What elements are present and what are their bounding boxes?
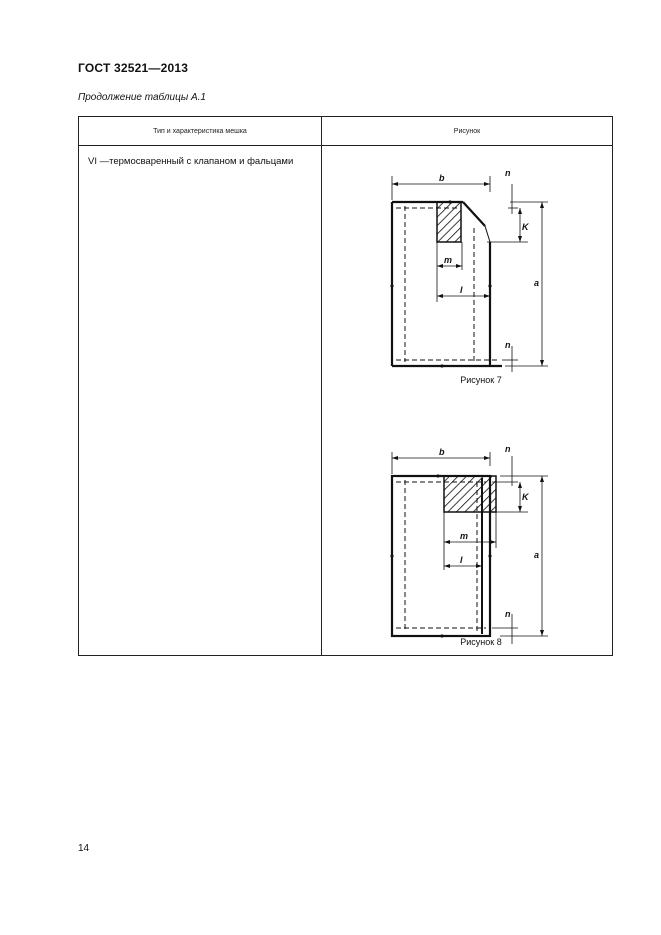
figure-7-caption: Рисунок 7 [460, 375, 502, 385]
table-row [79, 146, 613, 656]
table-continuation-caption: Продолжение таблицы А.1 [78, 92, 206, 103]
page-number: 14 [78, 843, 90, 854]
fig8-label-n-top: n [505, 444, 511, 454]
fig8-label-k: K [522, 492, 529, 502]
bag-type-cell [79, 146, 322, 656]
fig7-label-n-top: n [505, 168, 511, 178]
fig8-label-l: l [460, 555, 463, 565]
figure-8-caption: Рисунок 8 [460, 637, 502, 647]
document-header: ГОСТ 32521—2013 [78, 61, 189, 75]
figure-cell [322, 146, 613, 656]
bag-type-text: VI —термосваренный с клапаном и фальцами [88, 156, 294, 167]
fig8-label-b: b [439, 447, 445, 457]
fig8-label-m: m [460, 531, 469, 541]
fig8-label-a: a [534, 550, 540, 560]
fig7-label-a: a [534, 278, 540, 288]
bag-types-table [78, 116, 613, 656]
fig7-label-k: K [522, 222, 529, 232]
figure-8-drawing [322, 442, 617, 652]
fig7-label-l: l [460, 285, 463, 295]
table-header-row [79, 117, 613, 146]
fig7-label-n-bottom: n [505, 340, 511, 350]
figure-7-drawing [322, 162, 617, 372]
fig8-label-n-bottom: n [505, 609, 511, 619]
column-header-type: Тип и характеристика мешка [79, 117, 322, 146]
fig7-label-m: m [444, 255, 453, 265]
fig7-label-b: b [439, 173, 445, 183]
column-header-figure: Рисунок [322, 117, 613, 146]
